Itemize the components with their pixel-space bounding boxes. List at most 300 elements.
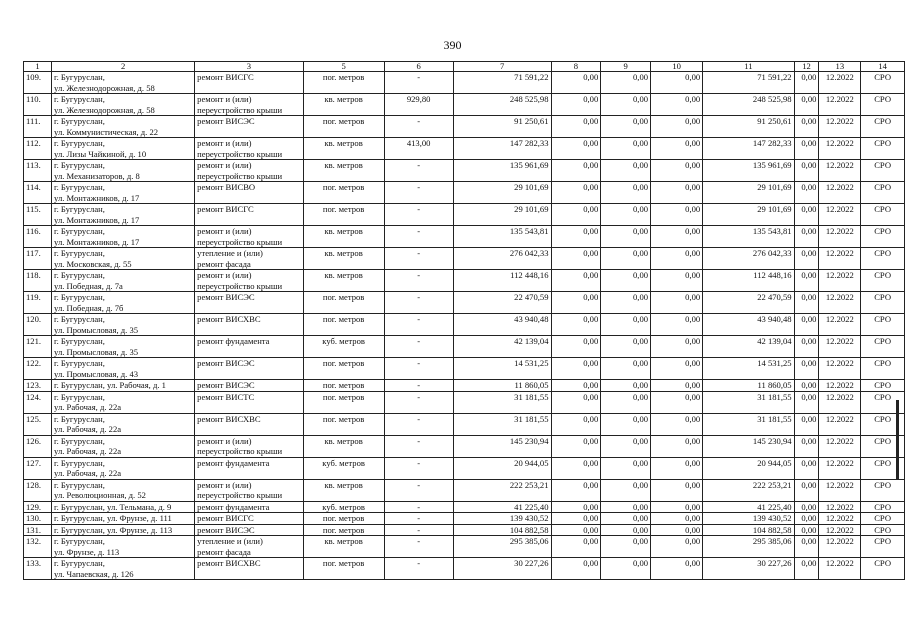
unit-cell: пог. метров <box>303 182 384 204</box>
method-cell: СРО <box>861 204 905 226</box>
table-row <box>24 270 905 292</box>
work-type-cell <box>195 435 303 457</box>
quantity-cell: - <box>384 248 453 270</box>
address-cell-line: ул. Промысловая, д. 35 <box>54 346 139 357</box>
work-type-cell <box>195 358 303 380</box>
fund-federal-cell: 0,00 <box>551 270 601 292</box>
deadline-cell: 12.2022 <box>819 501 861 513</box>
row-number-cell: 118. <box>24 270 52 292</box>
fund-other-cell: 0,00 <box>794 160 819 182</box>
fund-federal-cell: 0,00 <box>551 413 601 435</box>
fund-federal-cell: 0,00 <box>551 182 601 204</box>
fund-federal-cell: 0,00 <box>551 435 601 457</box>
fund-federal-cell: 0,00 <box>551 94 601 116</box>
work-type-cell <box>195 94 303 116</box>
deadline-cell: 12.2022 <box>819 72 861 94</box>
unit-cell: пог. метров <box>303 358 384 380</box>
fund-regional-cell: 0,00 <box>601 358 651 380</box>
fund-local-cell: 0,00 <box>651 413 703 435</box>
work-type-cell <box>195 226 303 248</box>
cost-total-cell: 43 940,48 <box>453 314 551 336</box>
address-cell-line: ул. Монтажников, д. 17 <box>54 214 140 225</box>
work-type-cell-line: ремонт ВИСХВС <box>197 413 261 424</box>
fund-federal-cell: 0,00 <box>551 457 601 479</box>
work-type-cell-line: ремонт и (или) <box>197 226 252 236</box>
unit-cell: пог. метров <box>303 292 384 314</box>
fund-regional-cell: 0,00 <box>601 160 651 182</box>
work-type-cell <box>195 204 303 226</box>
deadline-cell: 12.2022 <box>819 513 861 525</box>
fund-owners-cell: 91 250,61 <box>703 116 794 138</box>
address-cell-line: г. Бугуруслан, <box>54 248 105 258</box>
unit-cell: кв. метров <box>303 536 384 558</box>
work-type-cell-line: переустройство крыши <box>197 104 283 115</box>
cost-total-cell: 104 882,58 <box>453 524 551 536</box>
work-type-cell <box>195 457 303 479</box>
work-type-cell-line: ремонт ВИСГС <box>197 72 254 82</box>
row-number-cell: 112. <box>24 138 52 160</box>
quantity-cell: - <box>384 204 453 226</box>
deadline-cell: 12.2022 <box>819 116 861 138</box>
address-cell-line: г. Бугуруслан, ул. Фрунзе, д. 113 <box>54 524 173 535</box>
table-row <box>24 536 905 558</box>
row-number-cell: 133. <box>24 558 52 580</box>
address-cell-line: г. Бугуруслан, <box>54 138 105 148</box>
unit-cell: кв. метров <box>303 226 384 248</box>
fund-owners-cell: 14 531,25 <box>703 358 794 380</box>
table-row <box>24 558 905 580</box>
cost-total-cell: 139 430,52 <box>453 513 551 525</box>
quantity-cell: - <box>384 558 453 580</box>
address-cell <box>52 314 195 336</box>
column-number-header: 5 <box>303 62 384 72</box>
cost-total-cell: 147 282,33 <box>453 138 551 160</box>
work-type-cell-line: ремонт ВИСХВС <box>197 314 261 324</box>
address-cell <box>52 270 195 292</box>
table-row <box>24 479 905 501</box>
fund-regional-cell: 0,00 <box>601 558 651 580</box>
work-type-cell-line: ремонт фундамента <box>197 457 270 468</box>
method-cell: СРО <box>861 413 905 435</box>
address-cell-line: ул. Рабочая, д. 22а <box>54 402 122 412</box>
unit-cell: пог. метров <box>303 116 384 138</box>
unit-cell: пог. метров <box>303 314 384 336</box>
work-type-cell-line: утепление и (или) <box>197 536 263 546</box>
cost-total-cell: 42 139,04 <box>453 336 551 358</box>
fund-regional-cell: 0,00 <box>601 536 651 558</box>
cost-total-cell: 135 961,69 <box>453 160 551 182</box>
table-row <box>24 116 905 138</box>
fund-owners-cell: 43 940,48 <box>703 314 794 336</box>
work-type-cell-line: ремонт и (или) <box>197 160 252 170</box>
address-cell <box>52 501 195 513</box>
unit-cell: кв. метров <box>303 138 384 160</box>
address-cell-line: ул. Монтажников, д. 17 <box>54 192 140 203</box>
method-cell: СРО <box>861 292 905 314</box>
fund-other-cell: 0,00 <box>794 292 819 314</box>
fund-owners-cell: 145 230,94 <box>703 435 794 457</box>
fund-regional-cell: 0,00 <box>601 72 651 94</box>
work-type-cell <box>195 248 303 270</box>
quantity-cell: - <box>384 226 453 248</box>
cost-total-cell: 135 543,81 <box>453 226 551 248</box>
work-type-cell-line: ремонт и (или) <box>197 270 252 280</box>
fund-local-cell: 0,00 <box>651 270 703 292</box>
unit-cell: пог. метров <box>303 524 384 536</box>
deadline-cell: 12.2022 <box>819 204 861 226</box>
work-type-cell <box>195 501 303 513</box>
quantity-cell: - <box>384 391 453 413</box>
fund-local-cell: 0,00 <box>651 314 703 336</box>
row-number-cell: 116. <box>24 226 52 248</box>
work-type-cell-line: утепление и (или) <box>197 248 263 258</box>
page-number: 390 <box>443 38 462 52</box>
cost-total-cell: 71 591,22 <box>453 72 551 94</box>
address-cell <box>52 226 195 248</box>
fund-regional-cell: 0,00 <box>601 524 651 536</box>
fund-local-cell: 0,00 <box>651 435 703 457</box>
method-cell: СРО <box>861 314 905 336</box>
column-number-header: 7 <box>453 62 551 72</box>
deadline-cell: 12.2022 <box>819 435 861 457</box>
fund-owners-cell: 135 543,81 <box>703 226 794 248</box>
address-cell <box>52 524 195 536</box>
method-cell: СРО <box>861 182 905 204</box>
fund-regional-cell: 0,00 <box>601 479 651 501</box>
address-cell-line: ул. Монтажников, д. 17 <box>54 236 140 247</box>
table-row <box>24 94 905 116</box>
address-cell <box>52 457 195 479</box>
column-number-header: 14 <box>861 62 905 72</box>
quantity-cell: - <box>384 182 453 204</box>
address-cell-line: ул. Рабочая, д. 22а <box>54 468 122 478</box>
fund-regional-cell: 0,00 <box>601 380 651 392</box>
work-type-cell <box>195 292 303 314</box>
work-type-cell <box>195 391 303 413</box>
deadline-cell: 12.2022 <box>819 479 861 501</box>
deadline-cell: 12.2022 <box>819 292 861 314</box>
fund-local-cell: 0,00 <box>651 248 703 270</box>
address-cell-line: ул. Рабочая, д. 22а <box>54 446 122 456</box>
table-row <box>24 524 905 536</box>
fund-federal-cell: 0,00 <box>551 314 601 336</box>
table-body <box>24 72 905 580</box>
address-cell <box>52 248 195 270</box>
fund-local-cell: 0,00 <box>651 391 703 413</box>
table-row <box>24 358 905 380</box>
method-cell: СРО <box>861 248 905 270</box>
row-number-cell: 119. <box>24 292 52 314</box>
fund-regional-cell: 0,00 <box>601 413 651 435</box>
column-number-header: 6 <box>384 62 453 72</box>
fund-local-cell: 0,00 <box>651 160 703 182</box>
cost-total-cell: 276 042,33 <box>453 248 551 270</box>
fund-regional-cell: 0,00 <box>601 138 651 160</box>
deadline-cell: 12.2022 <box>819 457 861 479</box>
unit-cell: пог. метров <box>303 391 384 413</box>
fund-owners-cell: 139 430,52 <box>703 513 794 525</box>
fund-owners-cell: 31 181,55 <box>703 413 794 435</box>
cost-total-cell: 248 525,98 <box>453 94 551 116</box>
quantity-cell: - <box>384 479 453 501</box>
fund-local-cell: 0,00 <box>651 226 703 248</box>
unit-cell: кв. метров <box>303 435 384 457</box>
fund-local-cell: 0,00 <box>651 524 703 536</box>
cost-total-cell: 31 181,55 <box>453 391 551 413</box>
row-number-cell: 129. <box>24 501 52 513</box>
deadline-cell: 12.2022 <box>819 391 861 413</box>
work-type-cell <box>195 479 303 501</box>
work-type-cell-line: переустройство крыши <box>197 490 283 500</box>
fund-owners-cell: 20 944,05 <box>703 457 794 479</box>
address-cell-line: ул. Лизы Чайкиной, д. 10 <box>54 148 147 159</box>
cost-total-cell: 112 448,16 <box>453 270 551 292</box>
fund-regional-cell: 0,00 <box>601 204 651 226</box>
address-cell-line: ул. Чапаевская, д. 126 <box>54 568 134 579</box>
row-number-cell: 124. <box>24 391 52 413</box>
address-cell-line: г. Бугуруслан, <box>54 413 105 424</box>
address-cell-line: г. Бугуруслан, ул. Фрунзе, д. 111 <box>54 513 172 523</box>
fund-local-cell: 0,00 <box>651 558 703 580</box>
address-cell-line: г. Бугуруслан, <box>54 479 105 490</box>
table-row <box>24 501 905 513</box>
row-number-cell: 120. <box>24 314 52 336</box>
address-cell <box>52 160 195 182</box>
fund-other-cell: 0,00 <box>794 94 819 116</box>
column-number-header: 10 <box>651 62 703 72</box>
fund-other-cell: 0,00 <box>794 138 819 160</box>
deadline-cell: 12.2022 <box>819 314 861 336</box>
table-row <box>24 513 905 525</box>
column-number-header: 9 <box>601 62 651 72</box>
fund-local-cell: 0,00 <box>651 358 703 380</box>
quantity-cell: - <box>384 314 453 336</box>
unit-cell: куб. метров <box>303 336 384 358</box>
deadline-cell: 12.2022 <box>819 182 861 204</box>
fund-regional-cell: 0,00 <box>601 226 651 248</box>
deadline-cell: 12.2022 <box>819 160 861 182</box>
table-row <box>24 380 905 392</box>
row-number-cell: 121. <box>24 336 52 358</box>
work-type-cell-line: ремонт ВИСЭС <box>197 292 255 302</box>
row-number-cell: 131. <box>24 524 52 536</box>
address-cell <box>52 182 195 204</box>
column-number-row <box>24 62 905 72</box>
cost-total-cell: 41 225,40 <box>453 501 551 513</box>
fund-regional-cell: 0,00 <box>601 116 651 138</box>
fund-local-cell: 0,00 <box>651 116 703 138</box>
fund-regional-cell: 0,00 <box>601 391 651 413</box>
fund-other-cell: 0,00 <box>794 248 819 270</box>
fund-regional-cell: 0,00 <box>601 292 651 314</box>
method-cell: СРО <box>861 72 905 94</box>
address-cell-line: г. Бугуруслан, <box>54 226 105 236</box>
address-cell-line: г. Бугуруслан, <box>54 116 105 126</box>
fund-other-cell: 0,00 <box>794 380 819 392</box>
fund-owners-cell: 248 525,98 <box>703 94 794 116</box>
work-type-cell-line: ремонт ВИСЭС <box>197 358 255 368</box>
fund-owners-cell: 42 139,04 <box>703 336 794 358</box>
fund-federal-cell: 0,00 <box>551 160 601 182</box>
cost-total-cell: 20 944,05 <box>453 457 551 479</box>
address-cell-line: ул. Революционная, д. 52 <box>54 490 146 500</box>
deadline-cell: 12.2022 <box>819 413 861 435</box>
address-cell <box>52 94 195 116</box>
address-cell <box>52 116 195 138</box>
address-cell-line: г. Бугуруслан, <box>54 558 105 568</box>
table-row <box>24 336 905 358</box>
work-type-cell <box>195 524 303 536</box>
unit-cell: кв. метров <box>303 479 384 501</box>
deadline-cell: 12.2022 <box>819 536 861 558</box>
address-cell-line: ул. Железнодорожная, д. 58 <box>54 104 155 115</box>
address-cell-line: г. Бугуруслан, <box>54 160 105 170</box>
fund-regional-cell: 0,00 <box>601 248 651 270</box>
fund-federal-cell: 0,00 <box>551 72 601 94</box>
table-row <box>24 160 905 182</box>
method-cell: СРО <box>861 160 905 182</box>
work-type-cell-line: ремонт фундамента <box>197 501 270 512</box>
work-type-cell <box>195 314 303 336</box>
address-cell-line: г. Бугуруслан, <box>54 270 105 280</box>
fund-local-cell: 0,00 <box>651 536 703 558</box>
address-cell-line: г. Бугуруслан, <box>54 292 105 302</box>
fund-local-cell: 0,00 <box>651 380 703 392</box>
table-row <box>24 391 905 413</box>
deadline-cell: 12.2022 <box>819 226 861 248</box>
quantity-cell: - <box>384 536 453 558</box>
method-cell: СРО <box>861 138 905 160</box>
table-header <box>24 62 905 72</box>
fund-local-cell: 0,00 <box>651 204 703 226</box>
fund-owners-cell: 295 385,06 <box>703 536 794 558</box>
address-cell-line: г. Бугуруслан, <box>54 391 105 402</box>
method-cell: СРО <box>861 270 905 292</box>
address-cell-line: г. Бугуруслан, <box>54 72 105 82</box>
work-type-cell-line: ремонт ВИСГС <box>197 204 254 214</box>
work-type-cell-line: переустройство крыши <box>197 148 283 159</box>
fund-other-cell: 0,00 <box>794 479 819 501</box>
unit-cell: пог. метров <box>303 380 384 392</box>
fund-owners-cell: 276 042,33 <box>703 248 794 270</box>
cost-total-cell: 29 101,69 <box>453 204 551 226</box>
quantity-cell: - <box>384 501 453 513</box>
address-cell <box>52 413 195 435</box>
unit-cell: пог. метров <box>303 513 384 525</box>
fund-regional-cell: 0,00 <box>601 270 651 292</box>
address-cell <box>52 558 195 580</box>
work-type-cell-line: переустройство крыши <box>197 170 283 181</box>
column-number-header: 13 <box>819 62 861 72</box>
address-cell <box>52 513 195 525</box>
method-cell: СРО <box>861 457 905 479</box>
work-type-cell <box>195 270 303 292</box>
table-row <box>24 138 905 160</box>
fund-other-cell: 0,00 <box>794 501 819 513</box>
unit-cell: пог. метров <box>303 72 384 94</box>
fund-local-cell: 0,00 <box>651 292 703 314</box>
row-number-cell: 127. <box>24 457 52 479</box>
method-cell: СРО <box>861 94 905 116</box>
address-cell-line: г. Бугуруслан, <box>54 536 105 546</box>
table-row <box>24 204 905 226</box>
fund-federal-cell: 0,00 <box>551 513 601 525</box>
method-cell: СРО <box>861 116 905 138</box>
fund-other-cell: 0,00 <box>794 536 819 558</box>
work-type-cell-line: ремонт фасада <box>197 258 251 269</box>
column-number-header: 11 <box>703 62 794 72</box>
quantity-cell: - <box>384 358 453 380</box>
column-number-header: 2 <box>52 62 195 72</box>
work-type-cell-line: ремонт ВИСЭС <box>197 524 255 535</box>
address-cell-line: г. Бугуруслан, <box>54 457 105 468</box>
address-cell-line: г. Бугуруслан, ул. Тельмана, д. 9 <box>54 501 172 512</box>
fund-owners-cell: 135 961,69 <box>703 160 794 182</box>
address-cell <box>52 138 195 160</box>
scan-edge-mark <box>896 400 899 480</box>
work-type-cell-line: ремонт фундамента <box>197 336 270 346</box>
row-number-cell: 122. <box>24 358 52 380</box>
unit-cell: куб. метров <box>303 501 384 513</box>
fund-other-cell: 0,00 <box>794 182 819 204</box>
fund-regional-cell: 0,00 <box>601 435 651 457</box>
work-type-cell-line: ремонт и (или) <box>197 94 252 104</box>
fund-owners-cell: 147 282,33 <box>703 138 794 160</box>
address-cell-line: г. Бугуруслан, <box>54 435 105 446</box>
address-cell <box>52 204 195 226</box>
work-type-cell <box>195 138 303 160</box>
fund-regional-cell: 0,00 <box>601 513 651 525</box>
quantity-cell: - <box>384 457 453 479</box>
fund-owners-cell: 30 227,26 <box>703 558 794 580</box>
fund-local-cell: 0,00 <box>651 457 703 479</box>
fund-federal-cell: 0,00 <box>551 226 601 248</box>
work-type-cell-line: ремонт ВИСЭС <box>197 380 255 390</box>
fund-other-cell: 0,00 <box>794 358 819 380</box>
work-type-cell <box>195 536 303 558</box>
row-number-cell: 132. <box>24 536 52 558</box>
fund-owners-cell: 41 225,40 <box>703 501 794 513</box>
cost-total-cell: 295 385,06 <box>453 536 551 558</box>
deadline-cell: 12.2022 <box>819 270 861 292</box>
row-number-cell: 128. <box>24 479 52 501</box>
address-cell-line: ул. Коммунистическая, д. 22 <box>54 126 159 137</box>
unit-cell: кв. метров <box>303 270 384 292</box>
row-number-cell: 115. <box>24 204 52 226</box>
work-type-cell <box>195 116 303 138</box>
cost-total-cell: 11 860,05 <box>453 380 551 392</box>
deadline-cell: 12.2022 <box>819 358 861 380</box>
work-type-cell <box>195 413 303 435</box>
table-row <box>24 314 905 336</box>
fund-federal-cell: 0,00 <box>551 558 601 580</box>
address-cell <box>52 380 195 392</box>
fund-other-cell: 0,00 <box>794 513 819 525</box>
fund-federal-cell: 0,00 <box>551 204 601 226</box>
row-number-cell: 114. <box>24 182 52 204</box>
deadline-cell: 12.2022 <box>819 336 861 358</box>
address-cell-line: ул. Железнодорожная, д. 58 <box>54 82 155 93</box>
method-cell: СРО <box>861 513 905 525</box>
fund-local-cell: 0,00 <box>651 72 703 94</box>
fund-local-cell: 0,00 <box>651 336 703 358</box>
table-row <box>24 413 905 435</box>
quantity-cell: - <box>384 160 453 182</box>
row-number-cell: 126. <box>24 435 52 457</box>
fund-owners-cell: 104 882,58 <box>703 524 794 536</box>
address-cell-line: г. Бугуруслан, <box>54 182 105 192</box>
fund-other-cell: 0,00 <box>794 457 819 479</box>
